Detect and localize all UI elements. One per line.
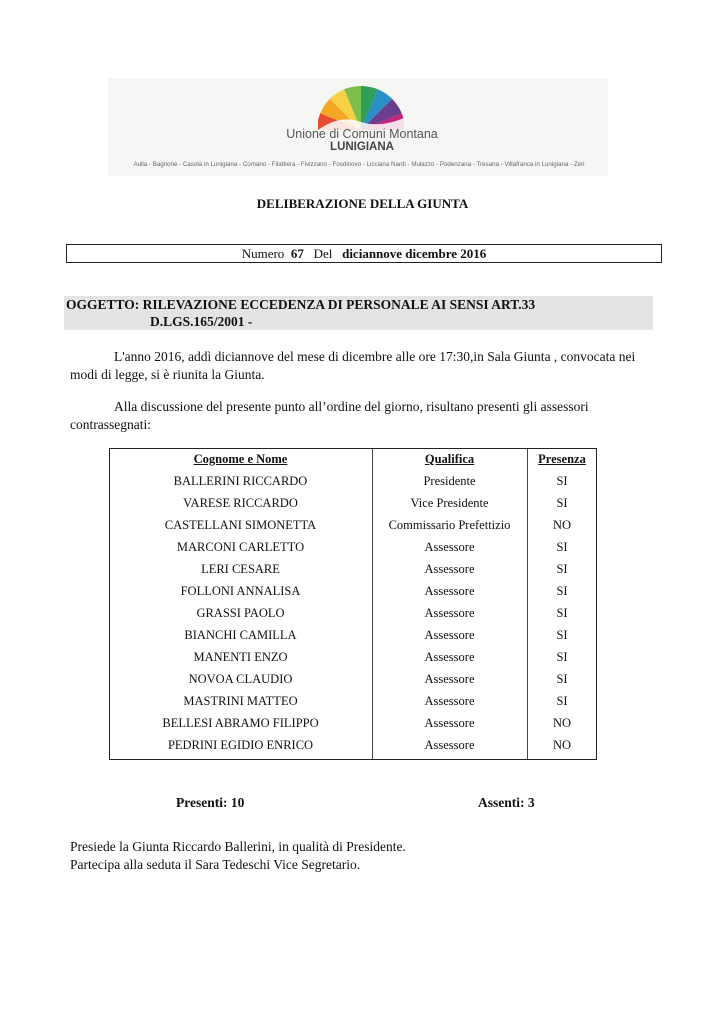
deliberation-number-line — [66, 246, 662, 262]
member-name: PEDRINI EGIDIO ENRICO — [167, 738, 314, 752]
member-presence: SI — [556, 694, 568, 708]
absent-count: Assenti: 3 — [478, 795, 535, 810]
table-row — [109, 625, 597, 647]
member-role: Commissario Prefettizio — [388, 518, 511, 532]
table-row — [109, 691, 597, 713]
member-presence: SI — [556, 650, 568, 664]
member-role: Vice Presidente — [410, 496, 489, 510]
member-presence: SI — [556, 628, 568, 642]
member-name: CASTELLANI SIMONETTA — [164, 518, 317, 532]
table-row — [109, 581, 597, 603]
member-role: Assessore — [424, 562, 475, 576]
present-count: Presenti: 10 — [176, 795, 245, 810]
subject-text-2: D.LGS.165/2001 - — [150, 314, 253, 329]
member-name: BALLERINI RICCARDO — [173, 474, 308, 488]
header-presence: Presenza — [538, 452, 586, 466]
member-role: Assessore — [424, 716, 475, 730]
table-header-row — [109, 449, 597, 471]
table-row — [109, 647, 597, 669]
deliberation-date: diciannove dicembre 2016 — [342, 246, 487, 261]
meeting-paragraph — [70, 348, 656, 384]
table-row — [109, 713, 597, 735]
date-label: Del — [313, 246, 333, 261]
lunigiana-logo-icon — [318, 84, 404, 130]
header-role: Qualifica — [424, 452, 475, 466]
member-name: MANENTI ENZO — [193, 650, 288, 664]
table-row — [109, 515, 597, 537]
member-name: BELLESI ABRAMO FILIPPO — [162, 716, 319, 730]
member-role: Presidente — [423, 474, 476, 488]
member-name: FOLLONI ANNALISA — [180, 584, 301, 598]
table-row — [109, 735, 597, 757]
subject-text-1: RILEVAZIONE ECCEDENZA DI PERSONALE AI SENSI ART.33 — [142, 297, 536, 312]
member-name: NOVOA CLAUDIO — [188, 672, 293, 686]
header-name: Cognome e Nome — [193, 452, 288, 466]
attendance-paragraph — [70, 398, 656, 434]
municipalities-list: Aulla - Bagnone - Casola in Lunigiana - Comano - Filattiera - Fivizzano - Fosdinovo - Licciana Nardi - Mulazzo - Podenzana - Tresana - Villafranca in Lunigiana - Zeri — [133, 161, 585, 168]
member-role: Assessore — [424, 628, 475, 642]
table-row — [109, 603, 597, 625]
table-row — [109, 493, 597, 515]
member-name: BIANCHI CAMILLA — [184, 628, 297, 642]
subject-line-1 — [66, 297, 535, 313]
member-presence: NO — [552, 738, 572, 752]
member-role: Assessore — [424, 738, 475, 752]
member-role: Assessore — [424, 540, 475, 554]
table-row — [109, 559, 597, 581]
president-line: Presiede la Giunta Riccardo Ballerini, in qualità di Presidente. — [70, 839, 406, 854]
org-region: LUNIGIANA — [330, 141, 394, 153]
document-title: DELIBERAZIONE DELLA GIUNTA — [256, 196, 469, 211]
member-presence: SI — [556, 540, 568, 554]
attendance-text: Alla discussione del presente punto all’ordine del giorno, risultano presenti gli assessori contrassegnati: — [70, 399, 589, 432]
member-presence: SI — [556, 584, 568, 598]
member-role: Assessore — [424, 672, 475, 686]
member-name: VARESE RICCARDO — [183, 496, 298, 510]
member-role: Assessore — [424, 650, 475, 664]
meeting-text: L'anno 2016, addì diciannove del mese di dicembre alle ore 17:30,in Sala Giunta , convocata nei modi di legge, si è riunita la Giunta. — [70, 349, 636, 382]
member-presence: NO — [552, 518, 572, 532]
member-presence: SI — [556, 672, 568, 686]
member-role: Assessore — [424, 694, 475, 708]
closing-paragraph — [70, 838, 656, 874]
member-name: MARCONI CARLETTO — [176, 540, 305, 554]
member-name: LERI CESARE — [201, 562, 280, 576]
table-row — [109, 669, 597, 691]
member-name: GRASSI PAOLO — [196, 606, 285, 620]
member-presence: NO — [552, 716, 572, 730]
member-presence: SI — [556, 474, 568, 488]
subject-label: OGGETTO: — [66, 297, 140, 312]
table-row — [109, 537, 597, 559]
org-name: Unione di Comuni Montana — [286, 127, 438, 141]
deliberation-number: 67 — [290, 246, 304, 261]
secretary-line: Partecipa alla seduta il Sara Tedeschi Vice Segretario. — [70, 857, 361, 872]
member-presence: SI — [556, 606, 568, 620]
member-name: MASTRINI MATTEO — [183, 694, 298, 708]
member-role: Assessore — [424, 606, 475, 620]
members-table — [109, 448, 597, 760]
number-label: Numero — [241, 246, 285, 261]
member-presence: SI — [556, 562, 568, 576]
member-role: Assessore — [424, 584, 475, 598]
table-row — [109, 471, 597, 493]
member-presence: SI — [556, 496, 568, 510]
